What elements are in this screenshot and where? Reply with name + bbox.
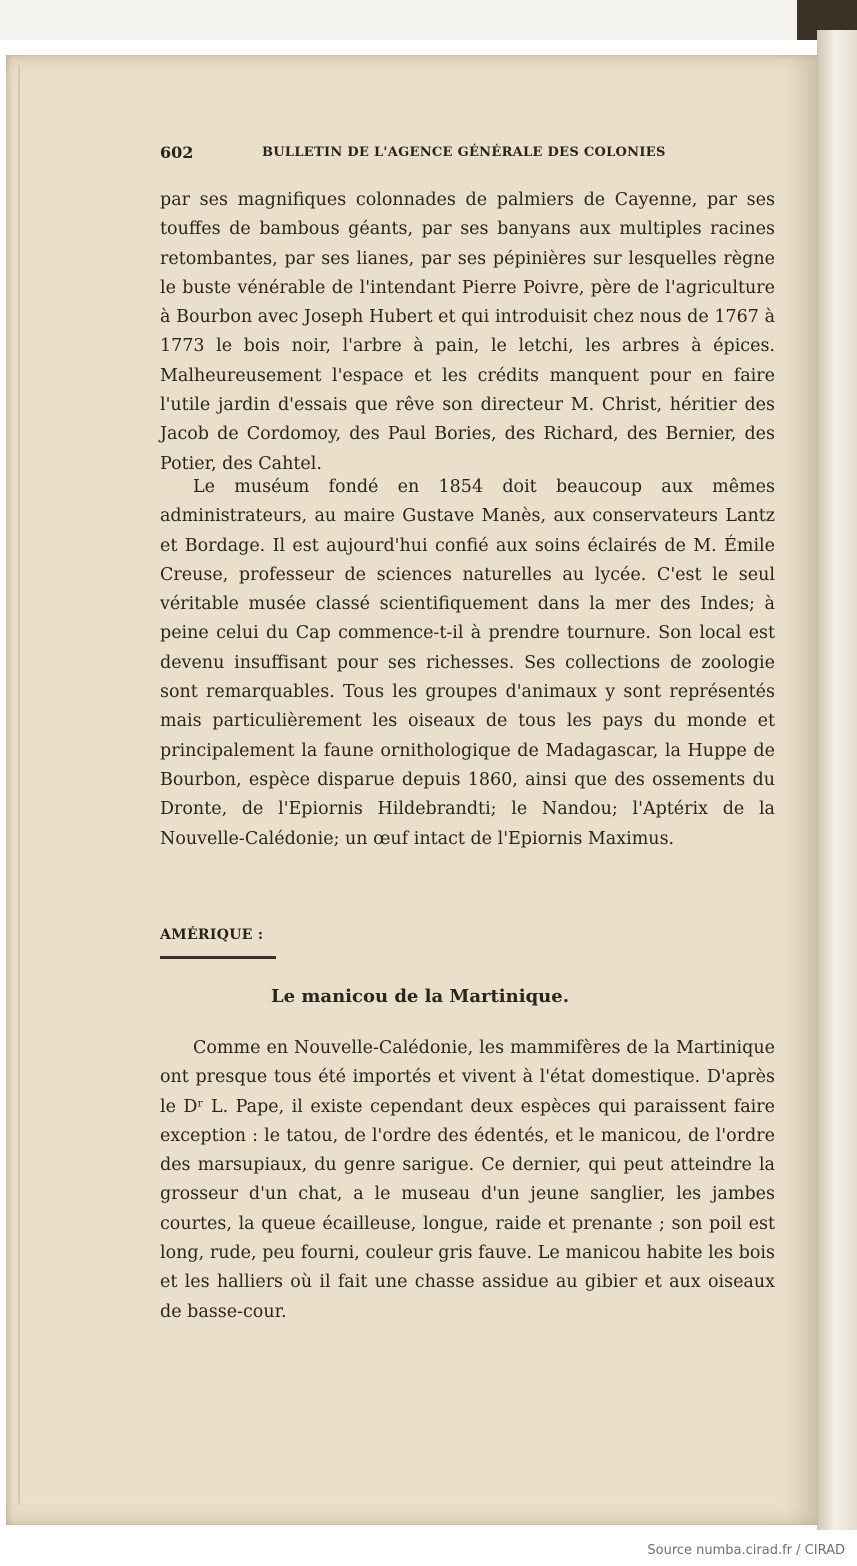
paragraph-museum: Le muséum fondé en 1854 doit beaucoup aux mêmes administrateurs, au maire Gustave Manès, aux conservateurs Lantz et Bordage. Il est aujourd'hui confié aux soins éclairés de M. Émile Creuse, professeur de sciences naturelles au lycée. C'est le seul véritable musée classé scientifiquement dans la mer des Indes; à peine celui du Cap commence-t-il à prendre tournure. Son local est devenu insuffisant pour ses richesses. Ses collections de zoologie sont remarquables. Tous les groupes d'animaux y sont représentés mais particulièrement les oiseaux de tous les pays du monde et principalement la faune ornithologique de Madagascar, la Huppe de Bourbon, espèce disparue depuis 1860, ainsi que des ossements du Dronte, de l'Epiornis Hildebrandti; le Nandou; l'Aptérix de la Nouvelle-Calédonie; un œuf intact de l'Epiornis Maximus.: [160, 477, 775, 849]
page-number: 602: [160, 143, 194, 162]
running-header: [160, 143, 720, 167]
book-binding: [817, 30, 857, 1530]
section-rule: [160, 956, 276, 959]
section-label: AMÉRIQUE :: [160, 927, 264, 943]
paragraph-jardin: par ses magnifiques colonnades de palmiers de Cayenne, par ses touffes de bambous géants, par ses banyans aux multiples racines retombantes, par ses lianes, par ses pépinières sur lesquelles règne le buste vénérable de l'intendant Pierre Poivre, père de l'agriculture à Bourbon avec Joseph Hubert et qui introduisit chez nous de 1767 à 1773 le bois noir, l'arbre à pain, le letchi, les arbres à épices. Malheureusement l'espace et les crédits manquent pour en faire l'utile jardin d'essais que rêve son directeur M. Christ, héritier des Jacob de Cordomoy, des Paul Bories, des Richard, des Bernier, des Potier, des Cahtel.: [160, 190, 775, 474]
source-credit: Source numba.cirad.fr / CIRAD: [647, 1543, 845, 1558]
paragraph-manicou: Comme en Nouvelle-Calédonie, les mammifères de la Martinique ont presque tous été importés et vivent à l'état domestique. D'après le Dʳ L. Pape, il existe cependant deux espèces qui paraissent faire exception : le tatou, de l'ordre des édentés, et le manicou, de l'ordre des marsupiaux, du genre sarigue. Ce dernier, qui peut atteindre la grosseur d'un chat, a le museau d'un jeune sanglier, les jambes courtes, la queue écailleuse, longue, raide et prenante ; son poil est long, rude, peu fourni, couleur gris fauve. Le manicou habite les bois et les halliers où il fait une chasse assidue au gibier et aux oiseaux de basse-cour.: [160, 1038, 775, 1322]
scan-background-top: [0, 0, 857, 40]
article-title: Le manicou de la Martinique.: [271, 986, 569, 1007]
page-edge: [18, 65, 20, 1505]
running-title: BULLETIN DE L'AGENCE GÉNÉRALE DES COLONIES: [262, 145, 666, 160]
